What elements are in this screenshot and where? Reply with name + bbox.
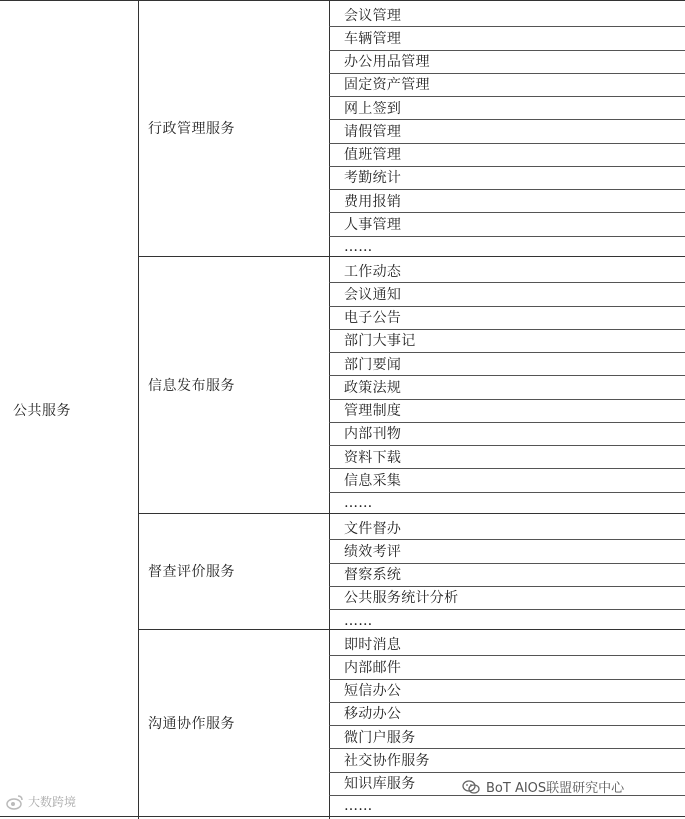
leaf-item: 电子公告: [344, 310, 402, 327]
leaf-item: 部门大事记: [344, 333, 416, 350]
leaf-item: 政策法规: [344, 379, 402, 396]
leaf-item: 内部邮件: [344, 659, 402, 676]
watermark-left: [6, 793, 76, 810]
group-label: 督查评价服务: [148, 564, 235, 580]
leaf-item: 会议管理: [344, 7, 402, 24]
leaf-item: ……: [344, 239, 373, 256]
wechat-logo-icon: [462, 779, 480, 795]
group-label: 行政管理服务: [148, 121, 235, 137]
watermark-right-text: BoT AIOS联盟研究中心: [486, 781, 625, 796]
leaf-item: 资料下载: [344, 449, 402, 466]
leaf-item: 公共服务统计分析: [344, 590, 459, 607]
row-separator: [329, 609, 685, 610]
leaf-item: 短信办公: [344, 683, 402, 700]
group-label: 沟通协作服务: [148, 715, 235, 732]
leaf-item: 社交协作服务: [344, 752, 430, 769]
top-border: [0, 0, 685, 1]
weibo-logo-icon: [6, 794, 24, 810]
level1-label: 公共服务: [13, 402, 71, 419]
row-separator: [329, 236, 685, 237]
group-label: 信息发布服务: [148, 377, 235, 394]
watermark-right: [462, 777, 624, 796]
leaf-item: 办公用品管理: [344, 54, 430, 71]
leaf-item: 工作动态: [344, 263, 402, 280]
leaf-item: 网上签到: [344, 100, 402, 117]
leaf-item: 人事管理: [344, 216, 402, 233]
leaf-item: 请假管理: [344, 123, 402, 140]
leaf-item: 移动办公: [344, 706, 402, 723]
leaf-item: ……: [344, 612, 373, 629]
row-separator: [329, 492, 685, 493]
leaf-item: 微门户服务: [344, 729, 416, 746]
leaf-item: 即时消息: [344, 636, 402, 653]
leaf-item: 管理制度: [344, 403, 402, 420]
leaf-item: 文件督办: [344, 520, 402, 537]
leaf-item: 费用报销: [344, 193, 402, 210]
leaf-item: 值班管理: [344, 147, 402, 164]
leaf-item: 固定资产管理: [344, 77, 430, 94]
leaf-item: 督察系统: [344, 567, 402, 584]
leaf-item: ……: [344, 798, 373, 815]
leaf-item: 绩效考评: [344, 543, 402, 560]
leaf-item: 考勤统计: [344, 170, 402, 187]
col1-right-border: [138, 0, 139, 819]
leaf-item: 车辆管理: [344, 30, 402, 47]
leaf-item: 信息采集: [344, 472, 402, 489]
bottom-border: [0, 816, 685, 817]
leaf-item: 知识库服务: [344, 776, 416, 793]
watermark-left-text: 大数跨境: [28, 795, 77, 809]
col2-right-border: [329, 0, 330, 819]
leaf-item: 会议通知: [344, 286, 402, 303]
leaf-item: ……: [344, 495, 373, 512]
leaf-item: 部门要闻: [344, 356, 402, 373]
leaf-item: 内部刊物: [344, 426, 402, 443]
